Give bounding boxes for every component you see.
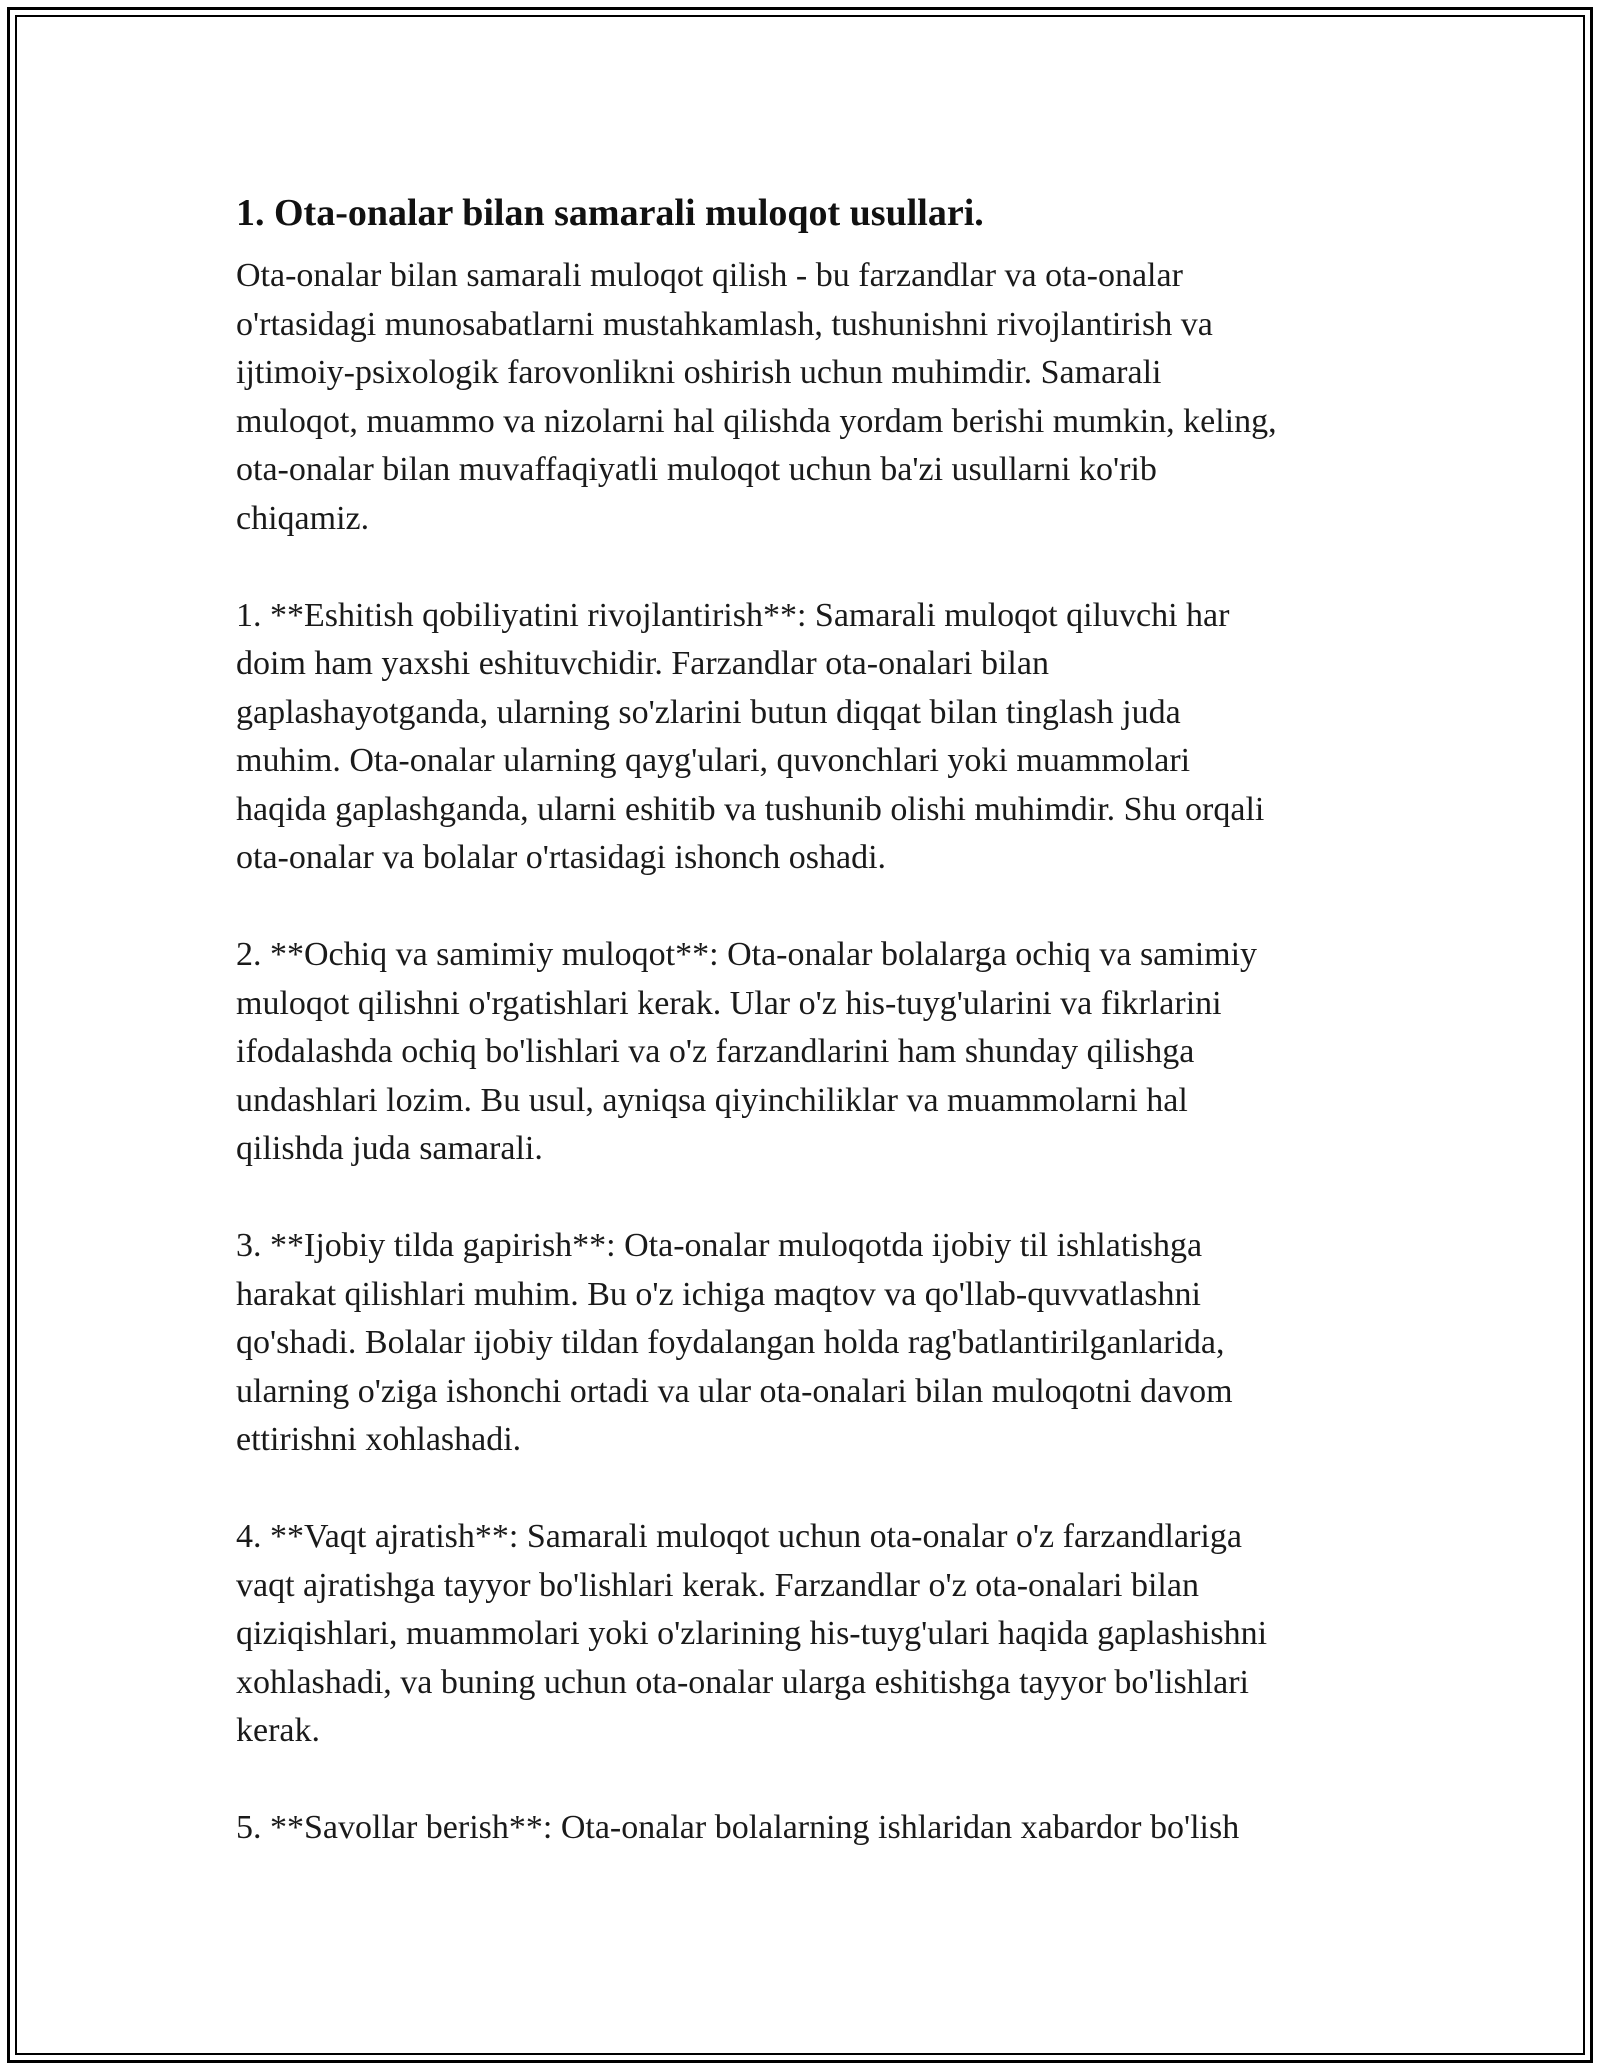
list-item-2: 2. **Ochiq va samimiy muloqot**: Ota-onalar bolalarga ochiq va samimiy muloqot qilishni o'rgatishlari kerak. Ular o'z his-tuyg'ularini va fikrlarini ifodalashda ochiq bo'lishlari va o'z farzandlarini ham shunday qilishga undashlari lozim. Bu usul, ayniqsa qiyinchiliklar va muammolarni hal qilishda juda samarali. — [236, 936, 1258, 1167]
list-item-4: 4. **Vaqt ajratish**: Samarali muloqot uchun ota-onalar o'z farzandlariga vaqt ajratishga tayyor bo'lishlari kerak. Farzandlar o'z ota-onalari bilan qiziqishlari, muammolari yoki o'zlarining his-tuyg'ulari haqida gaplashishni xohlashadi, va buning uchun ota-onalar ularga eshitishga tayyor bo'lishlari kerak. — [236, 1518, 1268, 1749]
list-item-3: 3. **Ijobiy tilda gapirish**: Ota-onalar muloqotda ijobiy til ishlatishga harakat qilishlari muhim. Bu o'z ichiga maqtov va qo'llab-quvvatlashni qo'shadi. Bolalar ijobiy tildan foydalangan holda rag'batlantirilganlarida, ularning o'ziga ishonchi ortadi va ular ota-onalari bilan muloqotni davom ettirishni xohlashadi. — [236, 1227, 1233, 1458]
document-title: 1. Ota-onalar bilan samarali muloqot usullari. — [236, 192, 984, 234]
list-item-1: 1. **Eshitish qobiliyatini rivojlantirish**: Samarali muloqot qiluvchi har doim ham yaxshi eshituvchidir. Farzandlar ota-onalari bilan gaplashayotganda, ularning so'zlarini butun diqqat bilan tinglash juda muhim. Ota-onalar ularning qayg'ulari, quvonchlari yoki muammolari haqida gaplashganda, ularni eshitib va tushunib olishi muhimdir. Shu orqali ota-onalar va bolalar o'rtasidagi ishonch oshadi. — [236, 596, 1265, 876]
list-item-5: 5. **Savollar berish**: Ota-onalar bolalarning ishlaridan xabardor bo'lish — [236, 1809, 1240, 1846]
document-content — [236, 186, 1376, 1853]
intro-paragraph: Ota-onalar bilan samarali muloqot qilish - bu farzandlar va ota-onalar o'rtasidagi munosabatlarni mustahkamlash, tushunishni rivojlantirish va ijtimoiy-psixologik farovonlikni oshirish uchun muhimdir. Samarali muloqot, muammo va nizolarni hal qilishda yordam berishi mumkin, keling, ota-onalar bilan muvaffaqiyatli muloqot uchun ba'zi usullarni ko'rib chiqamiz. — [236, 257, 1277, 537]
